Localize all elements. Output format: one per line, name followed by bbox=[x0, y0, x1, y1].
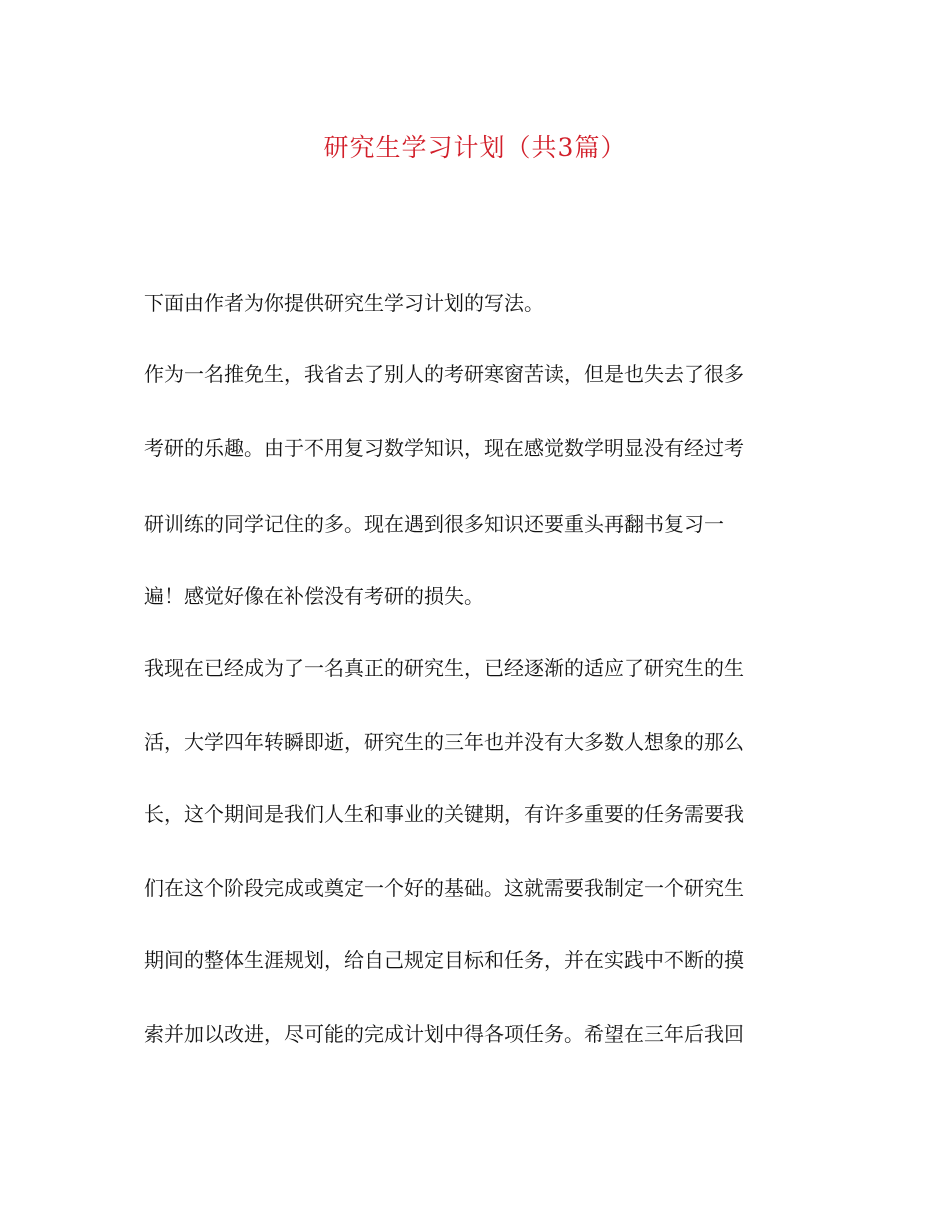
text-line: 期间的整体生涯规划，给自己规定目标和任务，并在实践中不断的摸 bbox=[144, 948, 744, 972]
text-line: 们在这个阶段完成或奠定一个好的基础。这就需要我制定一个研究生 bbox=[144, 876, 744, 900]
text-line: 索并加以改进，尽可能的完成计划中得各项任务。希望在三年后我回 bbox=[144, 1022, 744, 1046]
document-title: 研究生学习计划（共3篇） bbox=[323, 133, 627, 162]
text-line: 研训练的同学记住的多。现在遇到很多知识还要重头再翻书复习一 bbox=[144, 512, 724, 536]
text-line: 我现在已经成为了一名真正的研究生，已经逐渐的适应了研究生的生 bbox=[144, 656, 744, 680]
text-line: 下面由作者为你提供研究生学习计划的写法。 bbox=[144, 291, 544, 315]
text-line: 考研的乐趣。由于不用复习数学知识，现在感觉数学明显没有经过考 bbox=[144, 436, 744, 460]
text-line: 长，这个期间是我们人生和事业的关键期，有许多重要的任务需要我 bbox=[144, 802, 744, 826]
text-line: 活，大学四年转瞬即逝，研究生的三年也并没有大多数人想象的那么 bbox=[144, 730, 744, 754]
text-line: 遍！感觉好像在补偿没有考研的损失。 bbox=[144, 584, 484, 608]
text-line: 作为一名推免生，我省去了别人的考研寒窗苦读，但是也失去了很多 bbox=[144, 362, 744, 386]
